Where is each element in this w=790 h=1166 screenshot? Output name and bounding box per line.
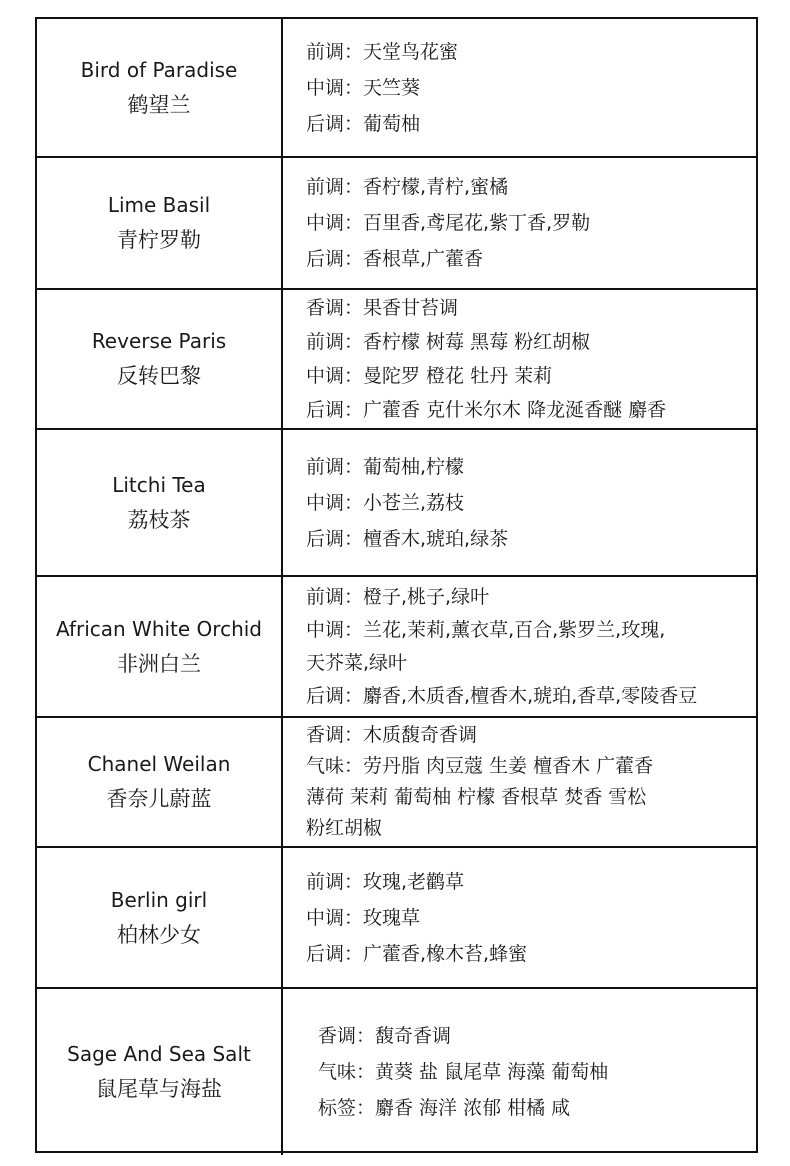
note-line: 后调：葡萄柚 bbox=[306, 112, 421, 135]
fragrance-notes-cell bbox=[283, 718, 756, 846]
note-line: 后调：广藿香,橡木苔,蜂蜜 bbox=[306, 942, 528, 965]
fragrance-notes-cell bbox=[283, 848, 756, 987]
fragrance-name-cell bbox=[37, 430, 283, 575]
fragrance-name-en: African White Orchid bbox=[55, 616, 263, 641]
fragrance-name-cell bbox=[37, 158, 283, 288]
note-line: 香调：木质馥奇香调 bbox=[306, 724, 478, 746]
table-row bbox=[37, 577, 756, 718]
fragrance-name-cn: 柏林少女 bbox=[117, 922, 201, 947]
table-row bbox=[37, 430, 756, 577]
note-line: 后调：广藿香 克什米尔木 降龙涎香醚 麝香 bbox=[306, 399, 667, 421]
fragrance-name-cell bbox=[37, 989, 283, 1155]
note-line: 天芥菜,绿叶 bbox=[306, 651, 408, 674]
note-line: 中调：百里香,鸢尾花,紫丁香,罗勒 bbox=[306, 212, 591, 234]
note-line: 香调：果香甘苔调 bbox=[306, 297, 459, 319]
note-line: 中调：天竺葵 bbox=[306, 76, 421, 99]
note-line: 中调：兰花,茉莉,薰衣草,百合,紫罗兰,玫瑰, bbox=[306, 618, 666, 641]
fragrance-name-en: Litchi Tea bbox=[112, 472, 206, 497]
fragrance-name-cn: 反转巴黎 bbox=[117, 364, 201, 388]
fragrance-name-en: Bird of Paradise bbox=[80, 57, 238, 82]
note-line: 粉红胡椒 bbox=[306, 817, 383, 839]
fragrance-name-cell bbox=[37, 19, 283, 156]
fragrance-name-cn: 鹤望兰 bbox=[127, 92, 191, 117]
table-row bbox=[37, 158, 756, 290]
note-line: 气味：劳丹脂 肉豆蔻 生姜 檀香木 广藿香 bbox=[306, 755, 654, 777]
note-line: 前调：葡萄柚,柠檬 bbox=[306, 455, 465, 478]
fragrance-name-cn: 香奈儿蔚蓝 bbox=[106, 787, 212, 811]
fragrance-name-en: Lime Basil bbox=[107, 193, 211, 217]
note-line: 后调：檀香木,琥珀,绿茶 bbox=[306, 527, 509, 550]
fragrance-name-en: Reverse Paris bbox=[91, 329, 227, 353]
note-line: 后调：香根草,广藿香 bbox=[306, 248, 484, 270]
note-line: 标签：麝香 海洋 浓郁 柑橘 咸 bbox=[318, 1097, 571, 1119]
fragrance-name-en: Chanel Weilan bbox=[87, 752, 231, 776]
table-row bbox=[37, 848, 756, 989]
note-line: 气味：黄葵 盐 鼠尾草 海藻 葡萄柚 bbox=[318, 1061, 609, 1083]
fragrance-notes-cell bbox=[283, 577, 756, 716]
fragrance-name-cn: 鼠尾草与海盐 bbox=[96, 1077, 222, 1101]
note-line: 中调：曼陀罗 橙花 牡丹 茉莉 bbox=[306, 365, 553, 387]
fragrance-name-cell bbox=[37, 848, 283, 987]
note-line: 香调：馥奇香调 bbox=[318, 1025, 452, 1047]
fragrance-notes-cell bbox=[283, 158, 756, 288]
note-line: 前调：玫瑰,老鹳草 bbox=[306, 870, 465, 893]
table-row bbox=[37, 19, 756, 158]
fragrance-name-cn: 非洲白兰 bbox=[117, 651, 201, 676]
fragrance-table bbox=[35, 17, 758, 1153]
note-line: 前调：橙子,桃子,绿叶 bbox=[306, 585, 490, 608]
note-line: 前调：天堂鸟花蜜 bbox=[306, 40, 459, 63]
note-line: 后调：麝香,木质香,檀香木,琥珀,香草,零陵香豆 bbox=[306, 684, 698, 707]
fragrance-notes-cell bbox=[283, 290, 756, 428]
note-line: 前调：香柠檬,青柠,蜜橘 bbox=[306, 176, 509, 198]
fragrance-name-en: Sage And Sea Salt bbox=[67, 1042, 251, 1066]
note-line: 中调：小苍兰,荔枝 bbox=[306, 491, 465, 514]
fragrance-name-cell bbox=[37, 718, 283, 846]
fragrance-name-en: Berlin girl bbox=[110, 887, 208, 912]
fragrance-name-cell bbox=[37, 577, 283, 716]
note-line: 中调：玫瑰草 bbox=[306, 906, 421, 929]
table-row bbox=[37, 718, 756, 848]
fragrance-notes-cell bbox=[283, 989, 756, 1155]
fragrance-notes-cell bbox=[283, 430, 756, 575]
fragrance-name-cn: 荔枝茶 bbox=[127, 507, 191, 532]
fragrance-notes-cell bbox=[283, 19, 756, 156]
note-line: 薄荷 茉莉 葡萄柚 柠檬 香根草 焚香 雪松 bbox=[306, 786, 647, 808]
note-line: 前调：香柠檬 树莓 黑莓 粉红胡椒 bbox=[306, 331, 591, 353]
fragrance-name-cn: 青柠罗勒 bbox=[117, 228, 201, 252]
table-row bbox=[37, 989, 756, 1155]
table-row bbox=[37, 290, 756, 430]
fragrance-name-cell bbox=[37, 290, 283, 428]
